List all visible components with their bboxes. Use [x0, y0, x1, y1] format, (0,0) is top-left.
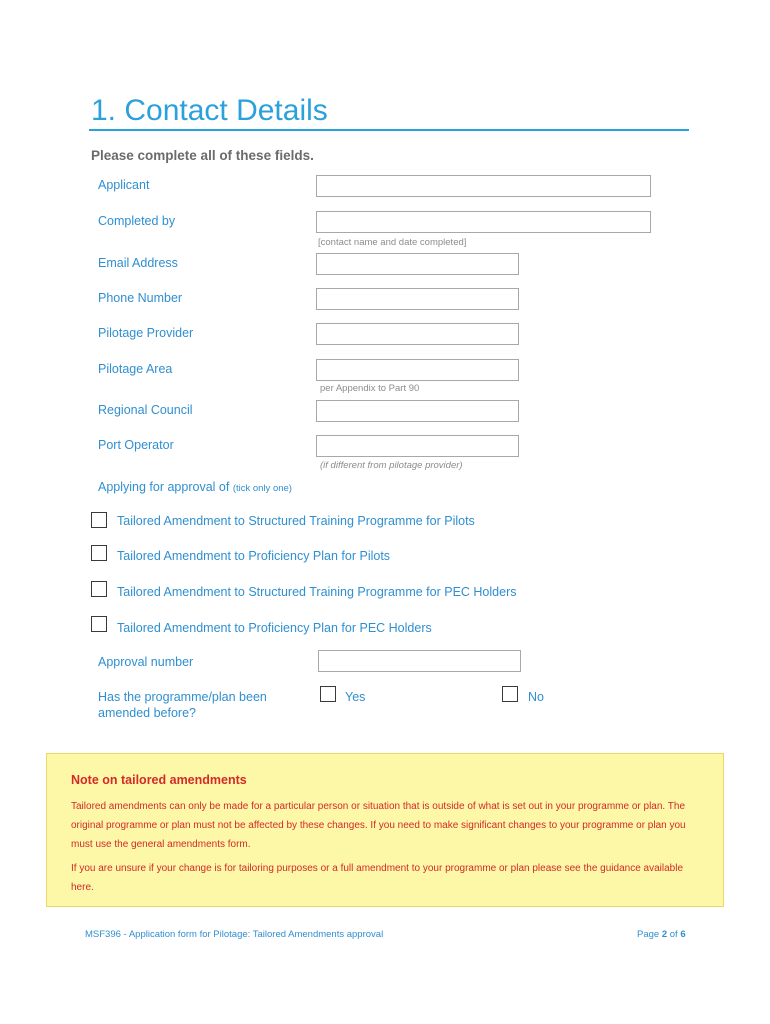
footer-page-of: of — [669, 929, 678, 940]
phone-label: Phone Number — [98, 291, 183, 305]
pilotage-area-hint: per Appendix to Part 90 — [320, 383, 420, 394]
footer-page-number — [637, 929, 686, 940]
approval-type-label — [98, 480, 292, 494]
amended-yes-checkbox[interactable] — [320, 686, 336, 702]
pilotage-area-label: Pilotage Area — [98, 362, 173, 376]
completed-by-label: Completed by — [98, 214, 176, 228]
footer-page-total: 6 — [680, 929, 686, 940]
completed-by-field[interactable] — [316, 211, 651, 233]
approval-number-label: Approval number — [98, 655, 194, 669]
port-operator-label: Port Operator — [98, 438, 174, 452]
footer-page-current: 2 — [661, 929, 668, 940]
amended-no-checkbox[interactable] — [502, 686, 518, 702]
note-title: Note on tailored amendments — [71, 773, 247, 787]
option-checkbox-4[interactable] — [91, 616, 107, 632]
approval-number-field[interactable] — [318, 650, 521, 672]
applicant-label: Applicant — [98, 178, 150, 192]
option-label-4: Tailored Amendment to Proficiency Plan for PEC Holders — [117, 621, 432, 635]
footer-page-word: Page — [637, 929, 660, 940]
note-paragraph-1: Tailored amendments can only be made for a particular person or situation that is outside of what is set out in your programme or plan. The original programme or plan must not be affected by these changes. If you need to make significant changes to your programme or plan you must use the general amendments form. — [71, 801, 686, 850]
note-paragraph-2: If you are unsure if your change is for tailoring purposes or a full amendment to your programme or plan please see the guidance available here. — [71, 863, 684, 893]
port-operator-field[interactable] — [316, 435, 519, 457]
footer-form-name: MSF396 - Application form for Pilotage: Tailored Amendments approval — [85, 929, 384, 940]
phone-field[interactable] — [316, 288, 519, 310]
approval-type-hint: (tick only one) — [232, 483, 292, 494]
tailored-amendments-note — [46, 753, 724, 907]
completed-by-hint: [contact name and date completed] — [318, 237, 467, 248]
applicant-field[interactable] — [316, 175, 651, 197]
amended-before-question-line2: amended before? — [98, 706, 196, 720]
pilotage-provider-field[interactable] — [316, 323, 519, 345]
port-operator-hint: (if different from pilotage provider) — [320, 460, 463, 471]
pilotage-area-field[interactable] — [316, 359, 519, 381]
amended-before-question-line1: Has the programme/plan been — [98, 690, 267, 704]
approval-type-label-text: Applying for approval of — [98, 480, 230, 494]
option-checkbox-3[interactable] — [91, 581, 107, 597]
amended-yes-label: Yes — [345, 690, 366, 704]
page-title: 1. Contact Details — [91, 94, 328, 127]
regional-council-field[interactable] — [316, 400, 519, 422]
title-divider — [89, 129, 689, 131]
email-label: Email Address — [98, 256, 178, 270]
email-field[interactable] — [316, 253, 519, 275]
option-checkbox-1[interactable] — [91, 512, 107, 528]
option-label-3: Tailored Amendment to Structured Training Programme for PEC Holders — [117, 585, 517, 599]
option-label-2: Tailored Amendment to Proficiency Plan for Pilots — [117, 549, 391, 563]
option-checkbox-2[interactable] — [91, 545, 107, 561]
pilotage-provider-label: Pilotage Provider — [98, 326, 194, 340]
option-label-1: Tailored Amendment to Structured Training Programme for Pilots — [117, 514, 475, 528]
form-instruction: Please complete all of these fields. — [91, 148, 314, 163]
amended-no-label: No — [528, 690, 544, 704]
regional-council-label: Regional Council — [98, 403, 193, 417]
